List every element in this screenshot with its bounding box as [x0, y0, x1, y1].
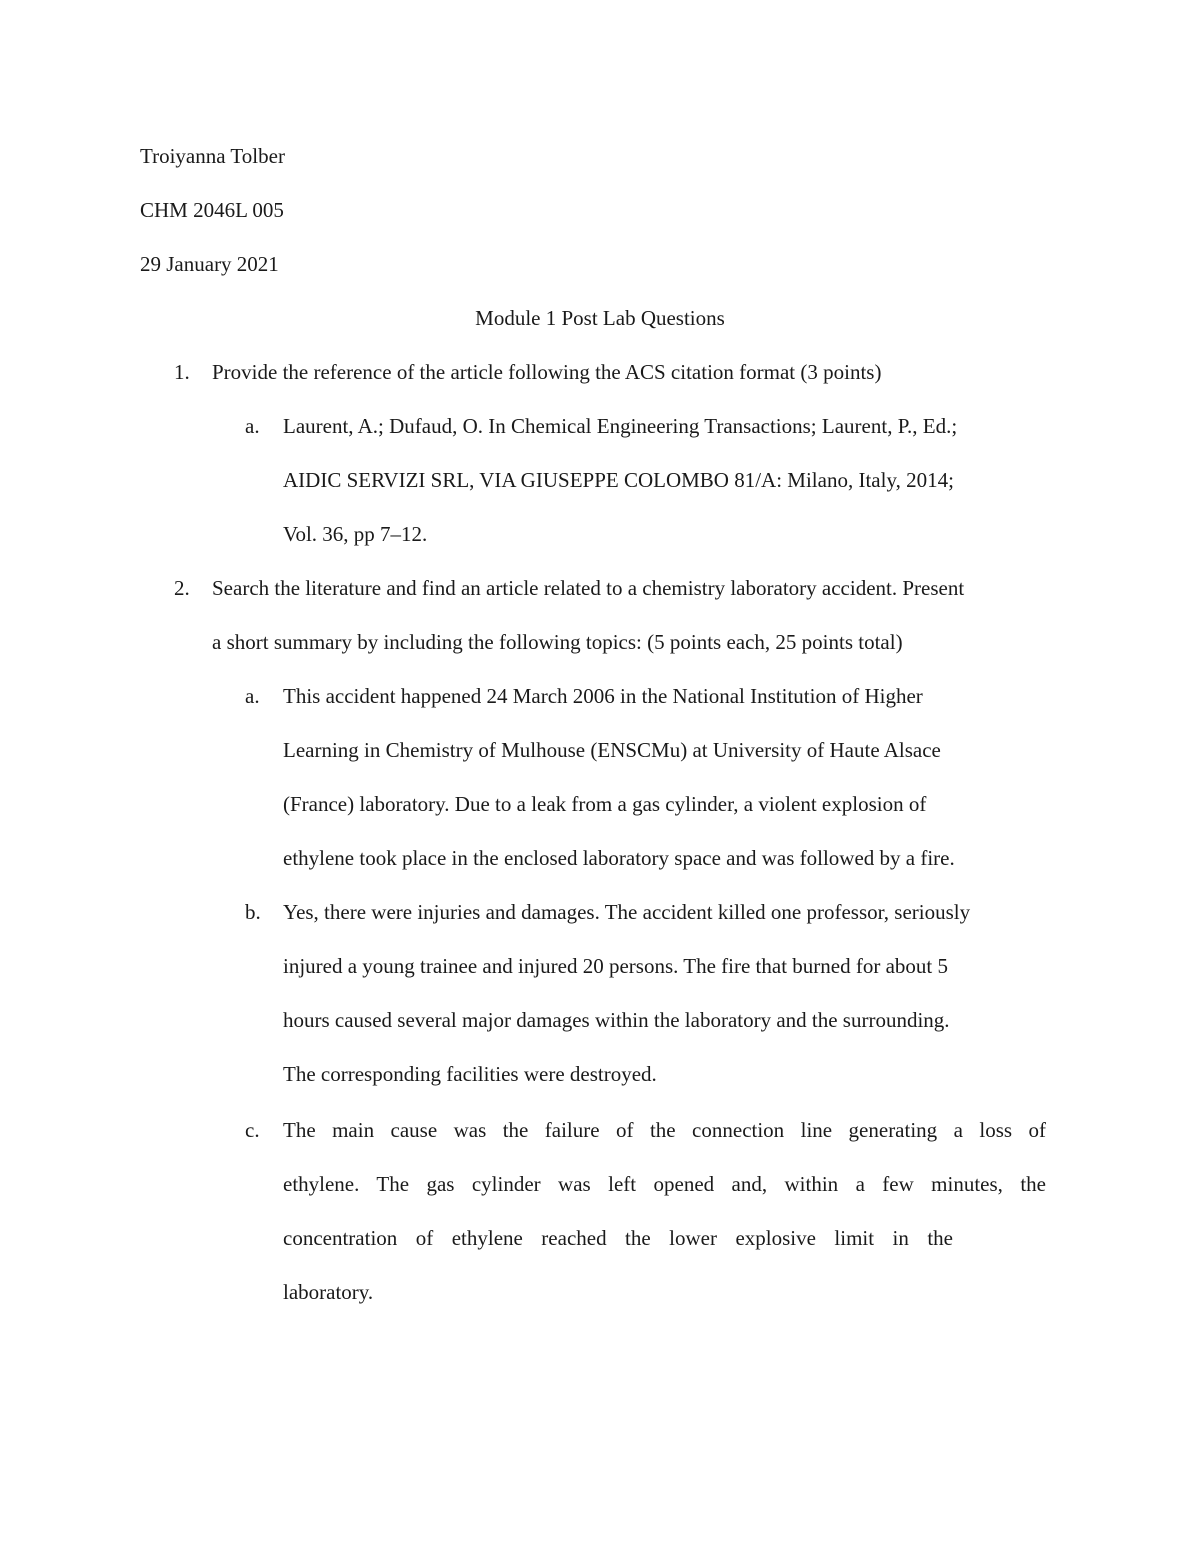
- question-text-line: Search the literature and find an article related to a chemistry laboratory accident. Present: [212, 576, 965, 600]
- answer-text-line: The corresponding facilities were destroyed.: [283, 1062, 657, 1086]
- answer-text-line: Learning in Chemistry of Mulhouse (ENSCMu) at University of Haute Alsace: [283, 738, 941, 762]
- answer-text-line: AIDIC SERVIZI SRL, VIA GIUSEPPE COLOMBO 81/A: Milano, Italy, 2014;: [283, 468, 954, 492]
- answer-letter: a.: [245, 684, 260, 708]
- answer-text-line: Yes, there were injuries and damages. The accident killed one professor, seriously: [283, 900, 971, 924]
- answer-text-line: The main cause was the failure of the connection line generating a loss of: [283, 1118, 1046, 1142]
- answer-text-line: concentration of ethylene reached the lower explosive limit in the: [283, 1226, 953, 1250]
- question-text-line: Provide the reference of the article following the ACS citation format (3 points): [212, 360, 882, 384]
- document-date: 29 January 2021: [140, 252, 279, 276]
- answer-letter: c.: [245, 1118, 260, 1142]
- answer-text-line: laboratory.: [283, 1280, 374, 1304]
- answer-text-line: This accident happened 24 March 2006 in the National Institution of Higher: [283, 684, 923, 708]
- answer-text-line: ethylene took place in the enclosed laboratory space and was followed by a fire.: [283, 846, 955, 870]
- question-number: 2.: [174, 576, 190, 600]
- answer-letter: a.: [245, 414, 260, 438]
- question-number: 1.: [174, 360, 190, 384]
- answer-letter: b.: [245, 900, 261, 924]
- answer-text-line: Vol. 36, pp 7–12.: [283, 522, 428, 546]
- answer-text-line: Laurent, A.; Dufaud, O. In Chemical Engineering Transactions; Laurent, P., Ed.;: [283, 414, 958, 438]
- author-name: Troiyanna Tolber: [140, 144, 285, 168]
- answer-text-line: (France) laboratory. Due to a leak from a gas cylinder, a violent explosion of: [283, 792, 927, 816]
- answer-text-line: ethylene. The gas cylinder was left opened and, within a few minutes, the: [283, 1172, 1046, 1196]
- page-title: Module 1 Post Lab Questions: [475, 306, 725, 330]
- course-code: CHM 2046L 005: [140, 198, 284, 222]
- answer-text-line: injured a young trainee and injured 20 persons. The fire that burned for about 5: [283, 954, 948, 978]
- answer-text-line: hours caused several major damages within the laboratory and the surrounding.: [283, 1008, 950, 1032]
- question-text-line: a short summary by including the following topics: (5 points each, 25 points total): [212, 630, 903, 654]
